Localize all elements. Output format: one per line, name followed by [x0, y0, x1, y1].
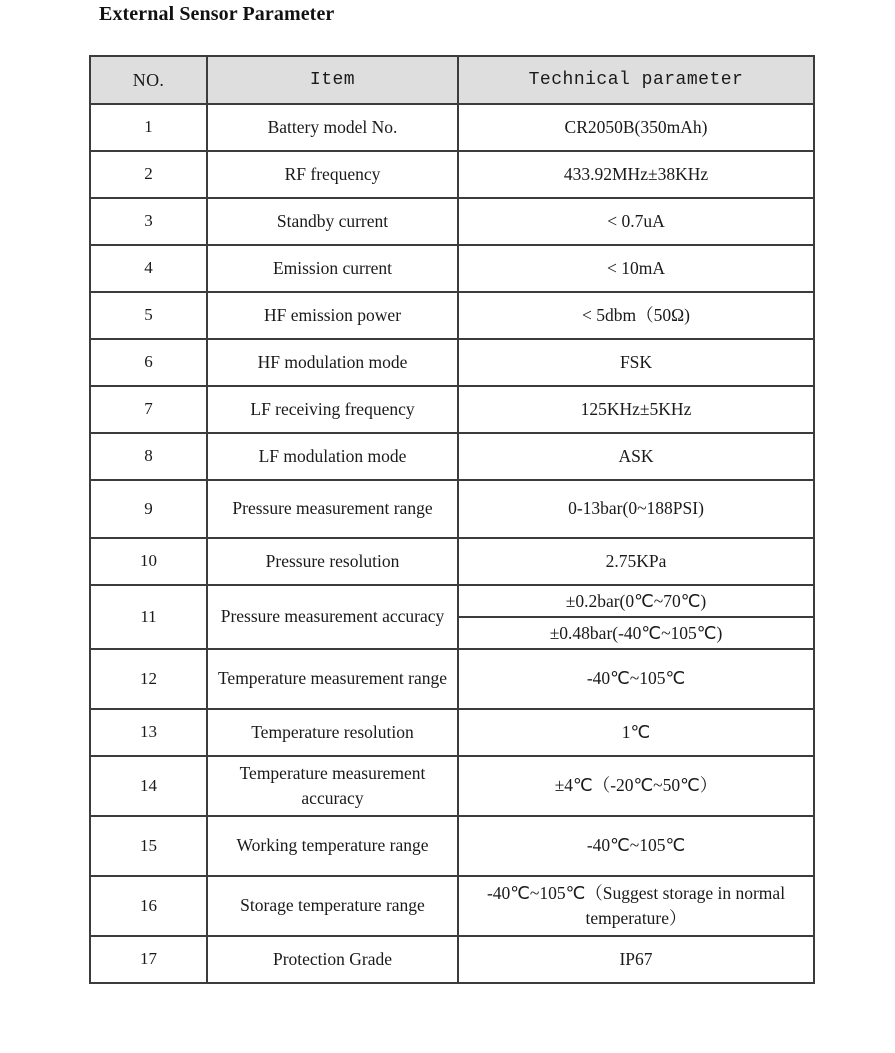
- row-item: Protection Grade: [207, 936, 458, 983]
- row-number: 13: [90, 709, 207, 756]
- row-item: HF emission power: [207, 292, 458, 339]
- row-number: 6: [90, 339, 207, 386]
- column-header-parameter: Technical parameter: [458, 56, 814, 104]
- table-row: [90, 104, 814, 151]
- row-number: 7: [90, 386, 207, 433]
- table-row: [90, 292, 814, 339]
- table-row: [90, 936, 814, 983]
- row-parameter-top: ±0.2bar(0℃~70℃): [459, 586, 813, 618]
- row-number: 11: [90, 585, 207, 649]
- row-parameter: 433.92MHz±38KHz: [458, 151, 814, 198]
- row-number: 1: [90, 104, 207, 151]
- row-parameter-bottom: ±0.48bar(-40℃~105℃): [549, 622, 723, 643]
- row-number: 17: [90, 936, 207, 983]
- table-row: [90, 151, 814, 198]
- row-parameter: < 5dbm（50Ω): [458, 292, 814, 339]
- row-item: Storage temperature range: [207, 876, 458, 936]
- column-header-no: NO.: [90, 56, 207, 104]
- row-number: 8: [90, 433, 207, 480]
- row-number: 3: [90, 198, 207, 245]
- row-number: 4: [90, 245, 207, 292]
- row-item: Temperature measurement range: [207, 649, 458, 709]
- row-parameter: ±4℃（-20℃~50℃）: [458, 756, 814, 816]
- table-header-row: [90, 56, 814, 104]
- row-item: Emission current: [207, 245, 458, 292]
- row-item: HF modulation mode: [207, 339, 458, 386]
- row-parameter: 2.75KPa: [458, 538, 814, 585]
- table-row: [90, 756, 814, 816]
- table-row: [90, 538, 814, 585]
- row-item: Pressure measurement accuracy: [207, 585, 458, 649]
- row-parameter: IP67: [458, 936, 814, 983]
- row-item: Battery model No.: [207, 104, 458, 151]
- row-number: 14: [90, 756, 207, 816]
- row-parameter: 0-13bar(0~188PSI): [458, 480, 814, 538]
- row-parameter: CR2050B(350mAh): [458, 104, 814, 151]
- row-parameter: -40℃~105℃（Suggest storage in normal temperature）: [458, 876, 814, 936]
- row-parameter: ASK: [458, 433, 814, 480]
- table-row: [90, 876, 814, 936]
- table-row: [90, 585, 814, 649]
- row-item: LF receiving frequency: [207, 386, 458, 433]
- row-parameter-split: [458, 585, 814, 649]
- table-row: [90, 709, 814, 756]
- row-number: 10: [90, 538, 207, 585]
- table-row: [90, 649, 814, 709]
- column-header-item: Item: [207, 56, 458, 104]
- row-number: 15: [90, 816, 207, 876]
- external-sensor-parameter-table: [89, 55, 815, 984]
- row-item: LF modulation mode: [207, 433, 458, 480]
- row-number: 16: [90, 876, 207, 936]
- table-body: [90, 104, 814, 983]
- row-parameter: -40℃~105℃: [458, 816, 814, 876]
- row-item: Temperature measurement accuracy: [207, 756, 458, 816]
- row-parameter: < 0.7uA: [458, 198, 814, 245]
- row-number: 12: [90, 649, 207, 709]
- row-parameter: < 10mA: [458, 245, 814, 292]
- table-row: [90, 816, 814, 876]
- table-row: [90, 245, 814, 292]
- row-parameter: 1℃: [458, 709, 814, 756]
- row-item: Working temperature range: [207, 816, 458, 876]
- table-row: [90, 386, 814, 433]
- page-title: External Sensor Parameter: [99, 3, 335, 25]
- row-number: 2: [90, 151, 207, 198]
- row-parameter: -40℃~105℃: [458, 649, 814, 709]
- row-number: 9: [90, 480, 207, 538]
- table-row: [90, 480, 814, 538]
- row-number: 5: [90, 292, 207, 339]
- table-row: [90, 198, 814, 245]
- table-row: [90, 339, 814, 386]
- row-item: Standby current: [207, 198, 458, 245]
- row-item: Temperature resolution: [207, 709, 458, 756]
- row-item: RF frequency: [207, 151, 458, 198]
- row-item: Pressure measurement range: [207, 480, 458, 538]
- row-parameter: FSK: [458, 339, 814, 386]
- table-row: [90, 433, 814, 480]
- row-item: Pressure resolution: [207, 538, 458, 585]
- row-parameter: 125KHz±5KHz: [458, 386, 814, 433]
